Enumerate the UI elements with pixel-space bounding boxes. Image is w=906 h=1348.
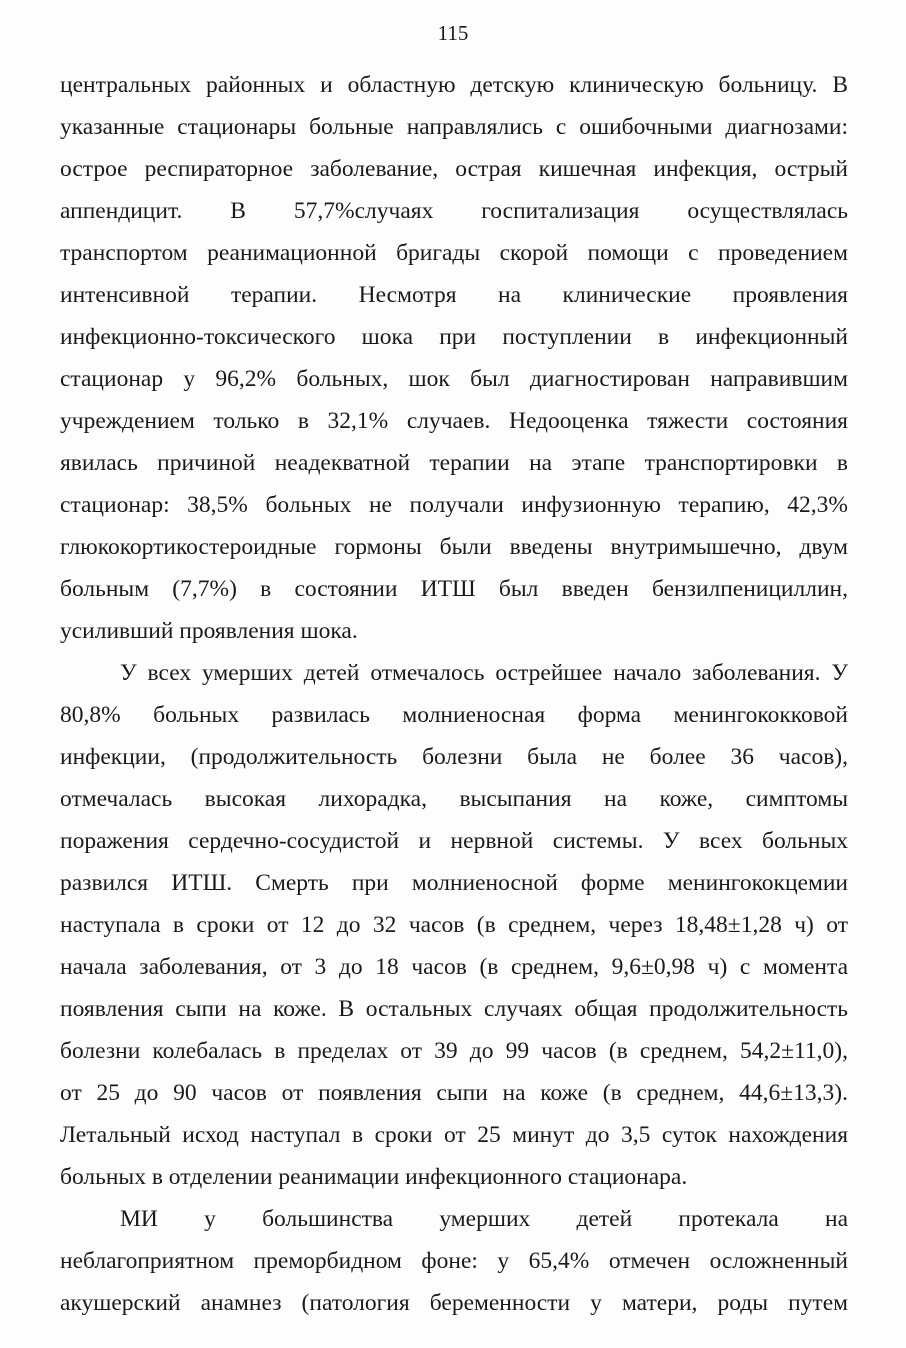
text-line: акушерский анамнез (патология беременности у матери, роды путем — [60, 1290, 848, 1316]
text-line: острое респираторное заболевание, острая кишечная инфекция, острый — [60, 156, 848, 182]
paragraph-1 — [60, 64, 848, 652]
text-line: глюкокортикостероидные гормоны были введены внутримышечно, двум — [60, 534, 848, 560]
text-line: от 25 до 90 часов от появления сыпи на коже (в среднем, 44,6±13,3). — [60, 1080, 848, 1106]
text-line: начала заболевания, от 3 до 18 часов (в среднем, 9,6±0,98 ч) с момента — [60, 954, 848, 980]
text-line: больных в отделении реанимации инфекционного стационара. — [60, 1164, 688, 1190]
text-line: МИ у большинства умерших детей протекала на — [120, 1206, 848, 1232]
paragraph-3 — [60, 1198, 848, 1324]
text-line: аппендицит. В 57,7%случаях госпитализация осуществлялась — [60, 198, 848, 224]
text-line: интенсивной терапии. Несмотря на клинические проявления — [60, 282, 848, 308]
text-line: транспортом реанимационной бригады скорой помощи с проведением — [60, 240, 848, 266]
text-line: больным (7,7%) в состоянии ИТШ был введен бензилпенициллин, — [60, 576, 848, 602]
document-body — [60, 64, 848, 1324]
text-line: развился ИТШ. Смерть при молниеносной форме менингококцемии — [60, 870, 848, 896]
text-line: стационар у 96,2% больных, шок был диагностирован направившим — [60, 366, 848, 392]
text-line: инфекции, (продолжительность болезни была не более 36 часов), — [60, 744, 848, 770]
text-line: поражения сердечно-сосудистой и нервной системы. У всех больных — [60, 828, 848, 854]
text-line: явилась причиной неадекватной терапии на этапе транспортировки в — [60, 450, 848, 476]
text-line: учреждением только в 32,1% случаев. Недооценка тяжести состояния — [60, 408, 848, 434]
text-line: отмечалась высокая лихорадка, высыпания на коже, симптомы — [60, 786, 848, 812]
text-line: болезни колебалась в пределах от 39 до 99 часов (в среднем, 54,2±11,0), — [60, 1038, 848, 1064]
text-line: У всех умерших детей отмечалось острейшее начало заболевания. У — [120, 660, 848, 686]
text-line: инфекционно-токсического шока при поступлении в инфекционный — [60, 324, 848, 350]
text-line: неблагоприятном преморбидном фоне: у 65,4% отмечен осложненный — [60, 1248, 848, 1274]
text-line: появления сыпи на коже. В остальных случаях общая продолжительность — [60, 996, 848, 1022]
text-line: наступала в сроки от 12 до 32 часов (в среднем, через 18,48±1,28 ч) от — [60, 912, 848, 938]
text-line: указанные стационары больные направлялись с ошибочными диагнозами: — [60, 114, 848, 140]
text-line: центральных районных и областную детскую клиническую больницу. В — [60, 72, 848, 98]
text-line: 80,8% больных развилась молниеносная форма менингококковой — [60, 702, 848, 728]
text-line: стационар: 38,5% больных не получали инфузионную терапию, 42,3% — [60, 492, 848, 518]
text-line: усиливший проявления шока. — [60, 618, 358, 644]
paragraph-2 — [60, 652, 848, 1198]
page-number: 115 — [437, 21, 469, 45]
text-line: Летальный исход наступал в сроки от 25 минут до 3,5 суток нахождения — [60, 1122, 848, 1148]
